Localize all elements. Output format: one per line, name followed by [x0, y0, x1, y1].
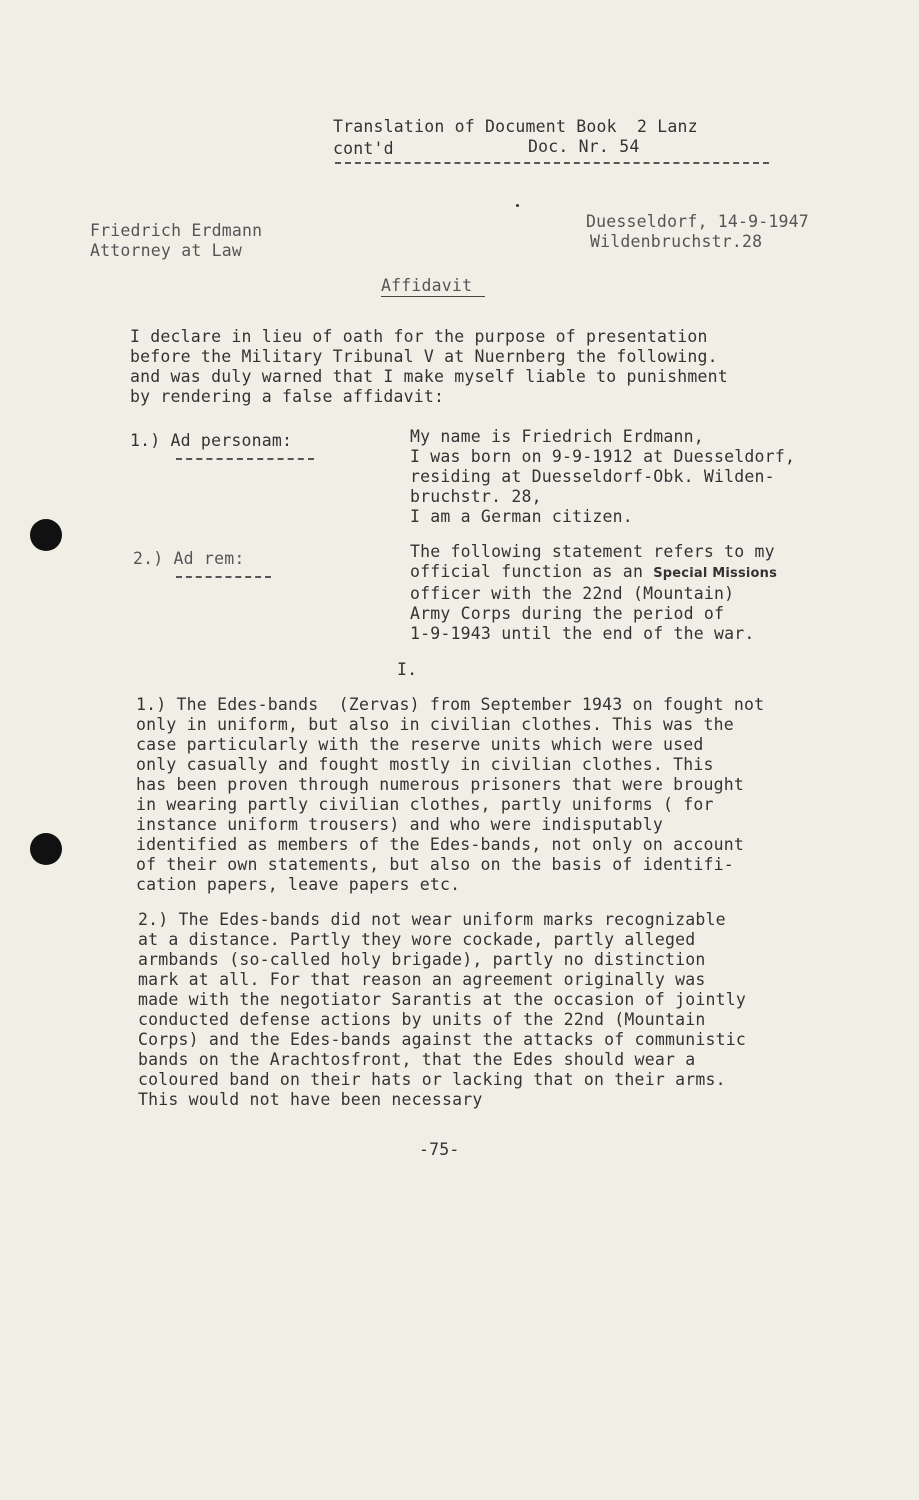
paragraph-line: 2.) The Edes-bands did not wear uniform marks recognizable: [138, 910, 726, 929]
paragraph-line: cation papers, leave papers etc.: [136, 875, 461, 894]
intro-line: before the Military Tribunal V at Nuernberg the following.: [130, 347, 718, 366]
rem-line: [410, 562, 777, 584]
intro-paragraph: [130, 327, 728, 407]
personam-line: I was born on 9-9-1912 at Duesseldorf,: [410, 447, 796, 466]
rem-line: 1-9-1943 until the end of the war.: [410, 624, 755, 643]
title-underline: [381, 296, 485, 297]
header-doc-number: Doc. Nr. 54: [528, 137, 640, 156]
intro-line: and was duly warned that I make myself liable to punishment: [130, 367, 728, 386]
rem-line: The following statement refers to my: [410, 542, 775, 561]
paragraph-2: [138, 910, 746, 1110]
document-title: Affidavit: [381, 276, 473, 295]
stray-dot: [516, 204, 519, 207]
paragraph-line: in wearing partly civilian clothes, partly uniforms ( for: [136, 795, 714, 814]
punch-hole-top: [30, 519, 62, 551]
paragraph-line: 1.) The Edes-bands (Zervas) from September 1943 on fought not: [136, 695, 765, 714]
paragraph-line: only casually and fought mostly in civilian clothes. This: [136, 755, 714, 774]
header-contd: cont'd: [333, 139, 394, 158]
paragraph-line: has been proven through numerous prisoners that were brought: [136, 775, 745, 794]
special-missions-overtype: Special Missions: [653, 566, 778, 581]
personam-label: 1.) Ad personam:: [130, 431, 293, 450]
paragraph-line: made with the negotiator Sarantis at the occasion of jointly: [138, 990, 747, 1009]
intro-line: I declare in lieu of oath for the purpose of presentation: [130, 327, 708, 346]
section-numeral: I.: [397, 660, 418, 679]
personam-line: I am a German citizen.: [410, 507, 633, 526]
rem-label-underline: [176, 576, 271, 578]
sender-name: Friedrich Erdmann: [90, 221, 263, 240]
rem-line: Army Corps during the period of: [410, 604, 725, 623]
paragraph-line: conducted defense actions by units of the 22nd (Mountain: [138, 1010, 706, 1029]
header-divider: [335, 162, 769, 164]
paragraph-line: mark at all. For that reason an agreement originally was: [138, 970, 706, 989]
paragraph-line: identified as members of the Edes-bands, not only on account: [136, 835, 745, 854]
intro-line: by rendering a false affidavit:: [130, 387, 445, 406]
place-date: Duesseldorf, 14-9-1947: [586, 212, 809, 231]
personam-line: My name is Friedrich Erdmann,: [410, 427, 704, 446]
paragraph-1: [136, 695, 764, 895]
rem-line-prefix: official function as an: [410, 562, 654, 581]
paragraph-line: Corps) and the Edes-bands against the attacks of communistic: [138, 1030, 747, 1049]
personam-label-underline: [176, 458, 314, 460]
paragraph-line: case particularly with the reserve units which were used: [136, 735, 704, 754]
rem-label: 2.) Ad rem:: [133, 549, 245, 568]
punch-hole-bottom: [30, 833, 62, 865]
paragraph-line: only in uniform, but also in civilian clothes. This was the: [136, 715, 734, 734]
page-number: -75-: [419, 1140, 460, 1159]
paragraph-line: coloured band on their hats or lacking that on their arms.: [138, 1070, 726, 1089]
rem-line: officer with the 22nd (Mountain): [410, 584, 735, 603]
paragraph-line: bands on the Arachtosfront, that the Edes should wear a: [138, 1050, 696, 1069]
street-address: Wildenbruchstr.28: [590, 232, 763, 251]
rem-statement: [410, 542, 777, 644]
personam-line: residing at Duesseldorf-Obk. Wilden-: [410, 467, 775, 486]
paragraph-line: This would not have been necessary: [138, 1090, 483, 1109]
header-translation-line: Translation of Document Book 2 Lanz: [333, 117, 698, 136]
paragraph-line: at a distance. Partly they wore cockade, partly alleged: [138, 930, 696, 949]
personam-line: bruchstr. 28,: [410, 487, 542, 506]
paragraph-line: armbands (so-called holy brigade), partly no distinction: [138, 950, 706, 969]
paragraph-line: instance uniform trousers) and who were indisputably: [136, 815, 663, 834]
paragraph-line: of their own statements, but also on the basis of identifi-: [136, 855, 734, 874]
sender-title: Attorney at Law: [90, 241, 243, 260]
personam-statement: [410, 427, 795, 527]
